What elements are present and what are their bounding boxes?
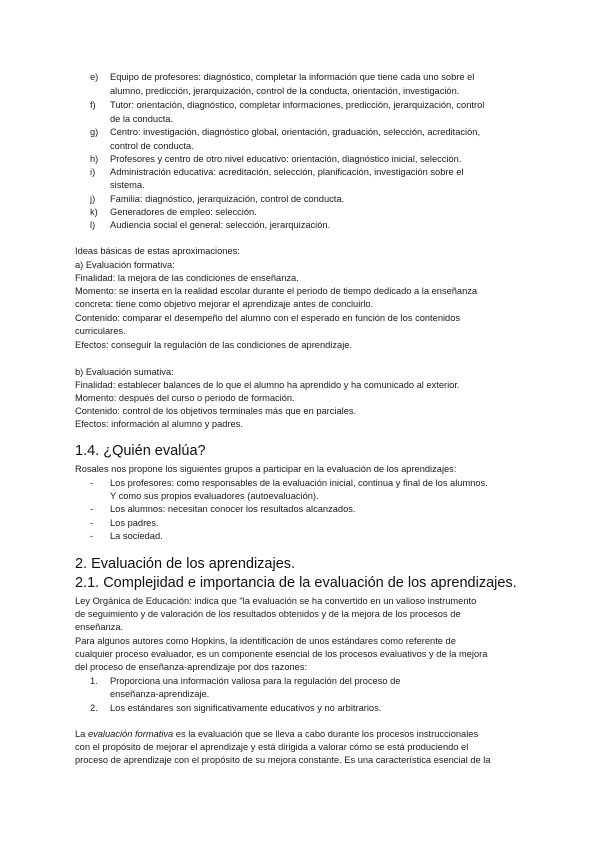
list-marker: l) [90,220,96,230]
formativa-line: Momento: se inserta en la realidad escolar durante el periodo de tiempo dedicado a la enseñanza [75,286,478,296]
bullet-marker: - [90,531,94,541]
list-marker: h) [90,154,99,164]
ley-line: enseñanza. [75,622,124,632]
lead-text: La [75,729,88,739]
sumativa-line: Efectos: información al alumno y padres. [75,419,243,429]
list-marker: i) [90,167,96,177]
section-heading: 2. Evaluación de los aprendizajes. [75,556,296,572]
bullet-text: Y como sus propios evaluadores (autoevaluación). [110,491,319,501]
sumativa-line: Momento: después del curso o periodo de formación. [75,393,295,403]
hopkins-line: Para algunos autores como Hopkins, la identificación de unos estándares como referente de [75,636,456,646]
bullet-marker: - [90,478,94,488]
subsection-heading: 2.1. Complejidad e importancia de la evaluación de los aprendizajes. [75,575,517,591]
ley-line: Ley Orgánica de Educación: indica que "la evaluación se ha convertido en un valioso instrumento [75,596,477,606]
list-item-text: Centro: investigación, diagnóstico global, orientación, graduación, selección, acreditación, [110,127,481,137]
reason-text: enseñanza-aprendizaje. [110,689,210,699]
list-item-text: Profesores y centro de otro nivel educativo: orientación, diagnóstico inicial, selección. [110,154,462,164]
formativa-paragraph-line [75,728,478,741]
list-item-text: de la conducta. [110,114,174,124]
list-item-text: control de conducta. [110,141,194,151]
emphasis-term: evaluación formativa [87,729,174,739]
sumativa-line: Contenido: control de los objetivos terminales más que en parciales. [75,406,357,416]
formativa-line: Efectos: conseguir la regulación de las condiciones de aprendizaje. [75,340,353,350]
list-item-text: Tutor: orientación, diagnóstico, completar informaciones, predicción, jerarquización, control [110,100,485,110]
hopkins-line: del proceso de enseñanza-aprendizaje por dos razones: [75,662,308,672]
bullet-text: Los alumnos: necesitan conocer los resultados alcanzados. [110,504,356,514]
list-item-text: alumno, predicción, jerarquización, control de la conducta, orientación, investigación. [110,86,460,96]
reason-marker: 1. [90,676,98,686]
list-item-text: Equipo de profesores: diagnóstico, completar la información que tiene cada uno sobre el [110,72,475,82]
bullet-text: Los profesores: como responsables de la evaluación inicial, continua y final de los alumnos. [110,478,488,488]
list-marker: j) [90,194,96,204]
ideas-intro: Ideas básicas de estas aproximaciones: [75,246,240,256]
reason-marker: 2. [90,703,98,713]
formativa-paragraph-line: con el propósito de mejorar el aprendizaje y está dirigida a valorar cómo se está produciendo el [75,742,469,752]
sumativa-line: Finalidad: establecer balances de lo que el alumno ha aprendido y ha comunicado al exterior. [75,380,460,390]
list-marker: k) [90,207,98,217]
bullet-text: La sociedad. [110,531,163,541]
list-item-text: sistema. [110,180,145,190]
ley-line: de seguimiento y de valoración de los resultados obtenidos y de la mejora de los procesos de [75,609,461,619]
section-heading: 1.4. ¿Quién evalúa? [75,443,206,459]
formativa-line: Contenido: comparar el desempeño del alumno con el esperado en función de los contenidos [75,313,461,323]
bullet-marker: - [90,504,94,514]
formativa-line: Finalidad: la mejora de las condiciones de enseñanza. [75,273,299,283]
list-item-text: Audiencia social el general: selección, jerarquización. [110,220,331,230]
formativa-title: a) Evaluación formativa: [75,260,175,270]
reason-text: Proporciona una información valiosa para la regulación del proceso de [110,676,401,686]
list-item-text: Administración educativa: acreditación, selección, planificación, investigación sobre el [110,167,464,177]
bullet-marker: - [90,518,94,528]
formativa-paragraph-line: proceso de aprendizaje con el propósito de su mejora constante. Es una característica esencial de la [75,755,491,765]
formativa-line: curriculares. [75,326,126,336]
list-item-text: Familia: diagnóstico, jerarquización, control de conducta. [110,194,345,204]
list-item-text: Generadores de empleo: selección. [110,207,257,217]
list-marker: f) [90,100,96,110]
hopkins-line: cualquier proceso evaluador, es un componente esencial de los procesos evaluativos y de la mejora [75,649,488,659]
list-marker: g) [90,127,99,137]
formativa-line: concreta: tiene como objetivo mejorar el aprendizaje antes de concluirlo. [75,299,374,309]
rest-text: es la evaluación que se lleva a cabo durante los procesos instruccionales [173,729,479,739]
list-marker: e) [90,72,99,82]
sumativa-title: b) Evaluación sumativa: [75,367,174,377]
quien-intro: Rosales nos propone los siguientes grupos a participar en la evaluación de los aprendizajes: [75,464,457,474]
bullet-text: Los padres. [110,518,159,528]
reason-text: Los estándares son significativamente educativos y no arbitrarios. [110,703,382,713]
